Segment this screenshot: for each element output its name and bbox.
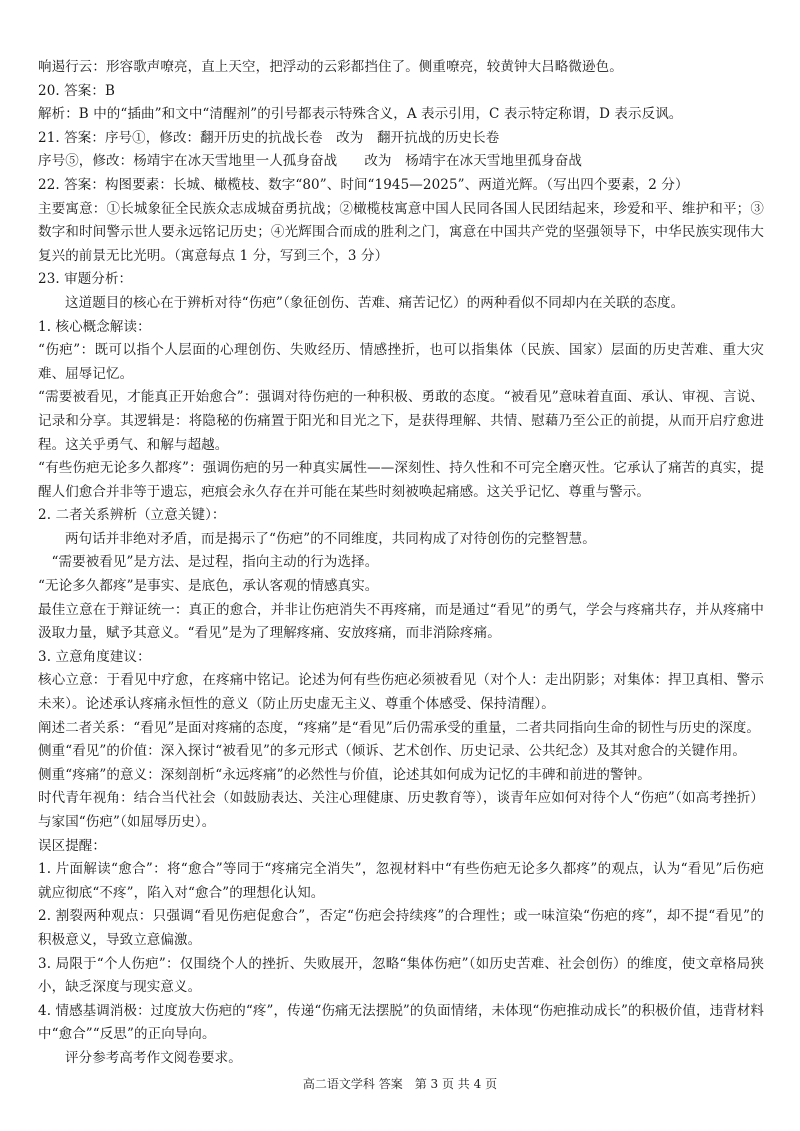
text-paragraph: 1. 片面解读“愈合”：将“愈合”等同于“疼痛完全消失”，忽视材料中“有些伤疤无论多久都疼”的观点，认为“看见”后伤疤就应彻底“不疼”，陷入对“愈合”的理想化认知。 [38, 861, 764, 901]
text-paragraph: 最佳立意在于辩证统一：真正的愈合，并非让伤疤消失不再疼痛，而是通过“看见”的勇气，学会与疼痛共存，并从疼痛中汲取力量，赋予其意义。“看见”是为了理解疼痛、安放疼痛，而非消除疼痛。 [38, 601, 764, 642]
text-paragraph: 2. 割裂两种观点：只强调“看见伤疤促愈合”，否定“伤疤会持续疼”的合理性；或一味渲染“伤疤的疼”，却不提“看见”的积极意义，导致立意偏激。 [38, 908, 764, 948]
text-paragraph: 2. 二者关系辨析（立意关键）： [38, 507, 226, 524]
text-paragraph: “需要被看见”是方法、是过程，指向主动的行为选择。 [51, 554, 379, 571]
text-paragraph: 4. 情感基调消极：过度放大伤疤的“疼”，传递“伤痛无法摆脱”的负面情绪，未体现“伤疤推动成长”的积极价值，违背材料中“愈合”“反思”的正向导向。 [38, 1002, 764, 1043]
text-paragraph: 时代青年视角：结合当代社会（如鼓励表达、关注心理健康、历史教育等），谈青年应如何对待个人“伤疤”（如高考挫折）与家国“伤疤”（如屈辱历史）。 [38, 790, 764, 830]
text-paragraph: 主要寓意：①长城象征全民族众志成城奋勇抗战；②橄榄枝寓意中国人民同各国人民团结起来，珍爱和平、维护和平；③数字和时间警示世人要永远铭记历史；④光辉围合而成的胜利之门，寓意在中国共产党的坚强领导下，中华民族实现伟大复兴的前景无比光明。（寓意每点 1 分，写到三个，3 分） [38, 200, 764, 264]
text-paragraph: 这道题目的核心在于辨析对待“伤疤”（象征创伤、苦难、痛苦记忆）的两种看似不同却内在关联的态度。 [65, 294, 685, 311]
text-paragraph: 21. 答案：序号①，修改：翻开历史的抗战长卷 改为 翻开抗战的历史长卷 [38, 129, 500, 146]
text-paragraph: 响遏行云：形容歌声嘹亮，直上天空，把浮动的云彩都挡住了。侧重嘹亮，较黄钟大吕略微逊色。 [38, 59, 623, 75]
text-paragraph: 20. 答案：B [38, 82, 115, 99]
text-paragraph: 3. 局限于“个人伤疤”：仅围绕个人的挫折、失败展开，忽略“集体伤疤”（如历史苦难、社会创伤）的维度，使文章格局狭小，缺乏深度与现实意义。 [38, 955, 764, 996]
text-paragraph: 23. 审题分析： [38, 271, 133, 288]
answer-document [38, 56, 764, 1071]
text-paragraph: 解析：B 中的“插曲”和文中“清醒剂”的引号都表示特殊含义，A 表示引用，C 表示特定称谓，D 表示反讽。 [38, 106, 683, 123]
text-paragraph: 误区提醒： [38, 837, 106, 854]
text-paragraph: “需要被看见，才能真正开始愈合”：强调对待伤疤的一种积极、勇敢的态度。“被看见”意味着直面、承认、审视、言说、记录和分享。其逻辑是：将隐秘的伤痛置于阳光和目光之下，是获得理解、共情、慰藉乃至公正的前提，从而开启疗愈进程。这关乎勇气、和解与超越。 [38, 389, 764, 453]
text-paragraph: 阐述二者关系：“看见”是面对疼痛的态度，“疼痛”是“看见”后仍需承受的重量，二者共同指向生命的韧性与历史的深度。 [38, 719, 761, 736]
text-paragraph: “伤疤”：既可以指个人层面的心理创伤、失败经历、情感挫折，也可以指集体（民族、国家）层面的历史苦难、重大灾难、屈辱记忆。 [38, 342, 764, 382]
text-paragraph: 序号⑤，修改：杨靖宇在冰天雪地里一人孤身奋战 改为 杨靖宇在冰天雪地里孤身奋战 [38, 153, 582, 170]
text-paragraph: 评分参考高考作文阅卷要求。 [65, 1049, 242, 1066]
page-footer: 高二语文学科 答案 第 3 页 共 4 页 [302, 1077, 498, 1091]
text-paragraph: “有些伤疤无论多久都疼”：强调伤疤的另一种真实属性——深刻性、持久性和不可完全磨灭性。它承认了痛苦的真实，提醒人们愈合并非等于遗忘，疤痕会永久存在并可能在某些时刻被唤起痛感。这关乎记忆、尊重与警示。 [38, 460, 764, 500]
text-paragraph: 3. 立意角度建议： [38, 648, 151, 665]
text-paragraph: 22. 答案：构图要素：长城、橄榄枝、数字“80”、时间“1945—2025”、两道光辉。（写出四个要素，2 分） [38, 176, 689, 193]
text-paragraph: 核心立意：于看见中疗愈，在疼痛中铭记。论述为何有些伤疤必须被看见（对个人：走出阴影；对集体：捍卫真相、警示未来）。论述承认疼痛永恒性的意义（防止历史虚无主义、尊重个体感受、保持清醒）。 [38, 672, 764, 713]
text-paragraph: 1. 核心概念解读： [38, 318, 151, 335]
text-paragraph: 两句话并非绝对矛盾，而是揭示了“伤疤”的不同维度，共同构成了对待创伤的完整智慧。 [65, 530, 596, 547]
text-paragraph: “无论多久都疼”是事实、是底色，承认客观的情感真实。 [38, 578, 379, 595]
text-paragraph: 侧重“疼痛”的意义：深刻剖析“永远疼痛”的必然性与价值，论述其如何成为记忆的丰碑和前进的警钟。 [38, 766, 651, 783]
text-paragraph: 侧重“看见”的价值：深入探讨“被看见”的多元形式（倾诉、艺术创作、历史记录、公共纪念）及其对愈合的关键作用。 [38, 743, 747, 760]
